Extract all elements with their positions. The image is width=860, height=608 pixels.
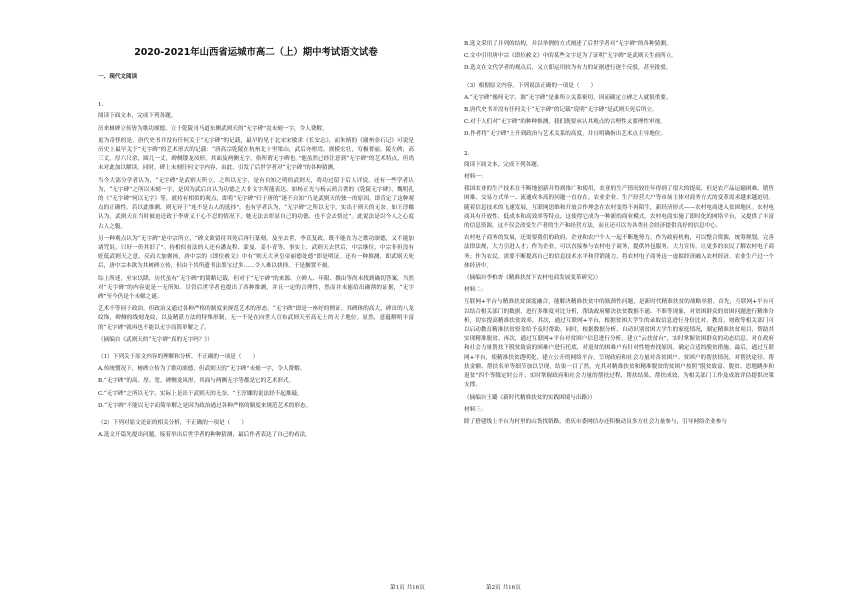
paragraph: 除了搭建线上平台为村里的山货找销路，重庆市委网信办还积极动员多方社会力量参与，引导网络企业参与 [464, 418, 727, 425]
material-heading: 材料一： [464, 174, 487, 181]
section-heading: 一、现代文阅读 [98, 74, 138, 80]
question: （3）根据原文内容，下列说法正确的一项是（ ） [464, 82, 597, 89]
option: B.选文采用了并列的结构，并以举例的方式阐述了后世学者对“无字碑”的各种猜测。 [464, 41, 672, 47]
option: A.“无字碑”像何无字，源“无字碑”是谁所立关系密切，因而确定立碑之人就很重要。 [464, 94, 672, 101]
paragraph: 更为奇怪的是，唐代史书并没有任何关于“无字碑”的记载，最早的见于北宋宋敏求《长安志》，而朱桢的《谢州金石记》可说是历史上最早关于“无字碑”的艺术形式的记载：“唐高宗乾陵在杭州北十里梁山，武后亦祔焉，规模宏壮，穷极奢丽，陵左碑，高三丈，厚六尺余，圆几一丈，碑侧镂龙凤形，其面及两侧无字，俗所谓无字碑也。”他虽然已经注意到“无字碑”的艺术特点，但尚未对此加以解读。同时，碑上未刻任何文字内容，由此，引发了后世学者对“无字碑”的各种猜测。 [98, 137, 414, 172]
page-footer-right: 第2页 共16页 [486, 585, 521, 591]
paragraph: 我国农业的生产技术在不断地创新并得到推广和使用，农业的生产情况较往年得到了很大的提高，但是农产品运输困难、销售困难、交易方式单一、流通成本高的问题一直存在。农业企业、生产经营大户等市场主体对商务方式的变革需求越来越迫切。随着信息技术的飞速发展，互联网思维和开放合作理念在农村变得不再陌生，新经济形式——农村电商进入贫困地区。农村电商具有开放性、低成本和高效率等特点，这使得它成为一种新的商业模式。农村电商实施了即时化的网络平台，又提供了丰富的信息资源，这不仅会改变生产者的生产和经营方法，而且还可以为各类社会经济提供良好的信息中心。 [464, 186, 774, 230]
left-column [98, 58, 414, 578]
option: D.“无字碑”不能以无字而简单解之是因为政治通过各种严格的制度来规范艺术的形态。 [98, 402, 312, 409]
page-footer-left: 第1页 共16页 [390, 585, 425, 591]
option: B.唐代史书并没有任何关于“无字碑”的记载”说明“无字碑”是武则天死后所立。 [464, 107, 658, 114]
question: （1）下列关于原文内容的理解和分析，不正确的一项是（ ） [98, 354, 259, 361]
instruction: 阅读下面文本，完成下列各题。 [98, 113, 177, 120]
paragraph: 农村电子商务的发展，还需要我们的政府、企业和农户个人一起不断地努力，作为政府机构，可以整合资源，统筹规划，完善法律法规，大力引进人才；作为企业，可以直接参与农村电子商务，提供外包服务，大力宣传，让更多的农民了解农村电子商务；作为农民，需要不断提高自己的信息技术水平和营销能力，将农村电子商务这一虚拟经济融入农村经济、农业生产过一个体经济中。 [464, 235, 774, 269]
option: C.对于人们对“无字碑”的种种推测，我们既要承认其观点的合理性又要理性审视。 [464, 119, 666, 126]
material-heading: 材料三： [464, 406, 487, 413]
option: D.选文在文代学者的观点后，又立即运用较为有力的证据进行逐个反驳，甚至批驳。 [464, 65, 672, 72]
paragraph: 历来树碑立传皆为歌功颂德，立于乾陵司马道东侧武则天的“无字碑”竟未刻一字，令人费解。 [98, 125, 328, 132]
source-note: （摘编自李柏杏《精准扶贫下农村电商发展变革研究》） [464, 275, 602, 282]
source-note: （摘编自《武则天的“无字碑”真的无字吗？》） [98, 336, 213, 343]
instruction: 阅读下面文本，完成下列各题。 [464, 161, 543, 168]
page-title: 2020-2021年山西省运城市高二（上）期中考试语文试卷 [134, 47, 378, 58]
paragraph: 综上所述，至宋以降，历代虽有“无字碑”的简略记载，但对于“无字碑”的来源、立碑人、年限、撰由等尚未找到确切答案，当然对“无字碑”的内容更是一无所知。尽管后世学者也提出了各种推测，并且一定的合理性，然而并未能给出确凿的证据，“无字碑”至今仍是个未解之谜。 [98, 275, 414, 301]
question-number: 1. [98, 102, 104, 109]
option: B.“无字碑”的高、厚、宽，碑侧龙凤形，其面与两侧无字等都是它的艺术形式。 [98, 378, 295, 385]
paragraph: 互联网+平台与精准扶贫深度融合，能解决精准扶贫中的瓶颈性问题，是新时代精准扶贫的战略举措。首先，互联网+平台可以结合相关部门的数据，进行多维度对比分析，帮助政府解决扶贫数据不通、不准等现象，对贫困群众的贫困问题进行精准分析，切实提高精准扶贫效率。其次，通过互联网+平台，根据贫困大学生的录取信息进行身份比对，教育、财政等相关部门可以启动教育精准扶贫资金给予及时帮助。同时，根据数据分析，自动识别贫困大学生的家庭情况，制定精准扶贫项目，帮助其实现精准脱贫。再次，通过互联网+平台对贫困户信息进行分析，建立“云扶贫台”，实时掌握贫困群众的动态信息。对在政府和社会力量帮扶下脱贫致富的困难户进行托底，对返贫的困难户有针对性地查找原因，确定合适的脱贫措施。最后，通过互联网+平台，使精准扶贫透明化，建立公开的网络平台，呈现政府和社会力量对各贫困户、贫困户的帮扶情况，对帮扶途径、帮扶金额、帮扶名单等细节加以呈现，结果一目了然，充其对精准扶贫和精准脱贫的贫困户按照“脱贫致富、脱贫、思地跳步和返贫”四个等级定时公开；实时掌握政府和社会力量的帮扶过程、帮扶结果、帮扶成效，为相关部门工作及成效评估提供决策支撑。 [464, 299, 774, 389]
question-number: 2. [464, 150, 470, 157]
option: D.作者将“无字碑”上升到政治与艺术关系的高度，并且明确指出艺术点主导地位。 [464, 131, 666, 138]
paragraph: 当今大部分学者认为，“无字碑”是武则天所立，之所以无字，是有自知之明的武则天，将功过留于后人评说。还有一些学者认为，“无字碑”之所以未刻一字，是因为武后自认为功德之大非文字所能表达。如杨正光与杨云鸿合著的《乾陵无字碑》，魏明孔的《“无字碑”何以无字》等，就持有相似的观点，即将“无字碑”归于唐的“迷不自知”乃是武则天的独一的原因，即肯定了这种观点的正确性。若以此推测，则无异于“连不是古人的选择”。也有学者认为，“无字碑”之所以无字，实出于则天的无奈。如王淳娜认为，武则天在当时被迫还政于李唐又于心不忍的情况下，她无法去彰显自己的功德，也不会去恪过”。此说法是以今人之心度古人之腹。 [98, 177, 414, 230]
option: A.传统惯况下，树碑立传为了歌功颂德，但武则天的“无字碑”未刻一字，令人费解。 [98, 366, 306, 373]
source-note: （摘编自王璐《新时代精准扶贫的实践困境与出路》） [464, 394, 596, 401]
option: C.文中引用唐中宗《即位赦文》中的某些文字是为了证明“无字碑”是武则天生前所立。 [464, 53, 677, 60]
paragraph: 艺术不等同于政治，但政治又通过各种严格的制度来规范艺术的形态。“无字碑”即是一座好的例证。其碑体的高大，碑首的八龙纹饰，碑侧的线刻龙纹，以及精湛方法的特殊形制，无一不是在向世人宣布武则天至高无上的天子地位。显然，意蕴解明丰富的“无字碑”就再也不能以无字而简单解之了。 [98, 306, 414, 331]
material-heading: 材料二： [464, 287, 487, 294]
paragraph: 另一种观点认为“无字碑”是中宗所立，“碑文欲留待其死后再行篆刻，及至去世，李氏复政，既不能直为之歌功颂德，又不能加诸咒诅，只好一仍其旧了”。持相似看法的人还有潘友程、蒙曼、姜小青等。事实上，武则天去世后，中宗继位，中宗非但没有贬低武则天之意，反而大加褒扬，唐中宗的《即位赦文》中有“则天大圣皇帝丽德处德”即是明证。还有一种推测，即武则天死后，唐中宗本欲为其树碑立传，但由于其所遗书法墨宝过多……令人难以抉择，于是搁置不刻。 [98, 235, 414, 270]
option: C.“无字碑”之所以无字，实际上是出于武则天的无奈，“王淳娜的说法经不起推敲。 [98, 390, 303, 397]
question: （2）下列对原文论证的相关分析，不正确的一项是（ ） [98, 420, 247, 427]
option: A.选文开篇先提出问题，接着举出后世学者的种种猜测，最后作者表达了自己的看法。 [98, 432, 311, 439]
right-column [464, 40, 774, 578]
